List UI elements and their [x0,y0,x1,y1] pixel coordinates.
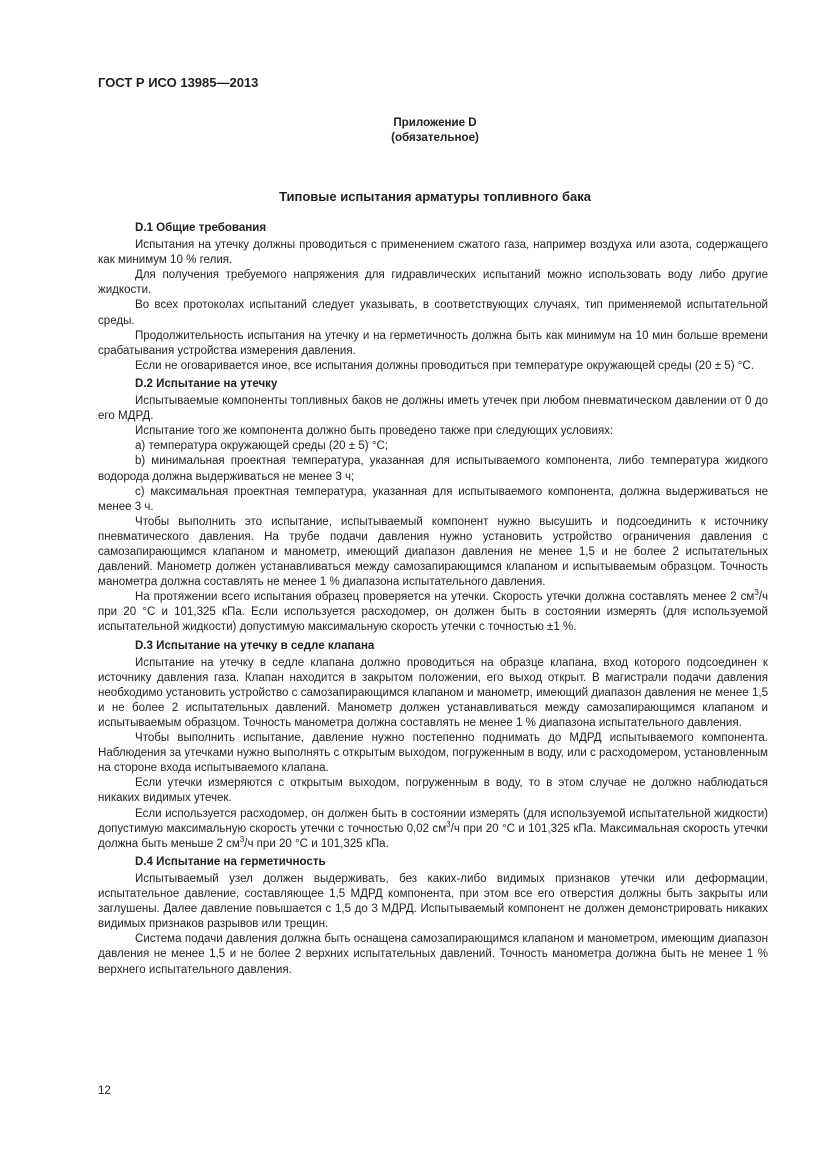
text-run: /ч при 20 °С и 101,325 кПа. Если используется расходомер, он должен быть в состоянии измерять (для используемой испытательной жидкости) допустимую максимальную скорость утечки с точностью ±1 %. [98,591,768,634]
superscript: 3 [754,588,759,598]
page-number: 12 [98,1085,111,1097]
list-item: a) температура окружающей среды (20 ± 5) °С; [135,440,388,453]
section-title-d1: D.1 Общие требования [135,222,267,234]
list-item: c) максимальная проектная температура, указанная для испытываемого компонента, должна выдерживаться не менее 3 ч. [98,485,768,513]
paragraph: Если утечки измеряются с открытым выходом, погруженным в воду, то в этом случае не должно наблюдаться никаких видимых утечек. [98,777,768,805]
paragraph: Для получения требуемого напряжения для гидравлических испытаний можно использовать воду либо другие жидкости. [98,269,768,297]
document-body [98,218,768,978]
text-run: /ч при 20 °С и 101,325 кПа. [244,837,389,850]
paragraph: Испытание на утечку в седле клапана должно проводиться на образце клапана, вход которого подсоединен к источнику давления газа. Клапан находится в закрытом положении, его выход открыт. В магистрали подачи давления необходимо установить устройство с самозапирающимся клапаном и манометр, имеющий диапазон давления не менее 1,5 и не более 2 испытательных давлений. Манометр должен устанавливаться между самозапирающимся клапаном и испытываемым образцом. Точность манометра должна составлять не менее 1 % диапазона испытательного давления. [98,656,768,729]
paragraph: Испытание того же компонента должно быть проведено также при следующих условиях: [135,425,614,438]
text-run: На протяжении всего испытания образец проверяется на утечки. Скорость утечки должна составлять менее 2 см [135,591,755,604]
paragraph: Во всех протоколах испытаний следует указывать, в соответствующих случаях, тип применяемой испытательной среды. [98,299,768,327]
main-title: Типовые испытания арматуры топливного бака [279,189,591,204]
paragraph: Если не оговаривается иное, все испытания должны проводиться при температуре окружающей среды (20 ± 5) °С. [135,359,754,372]
text-run: /ч при 20 °С и 101,325 кПа. Максимальная скорость утечки должна быть меньше 2 см [98,822,769,850]
paragraph: Чтобы выполнить испытание, давление нужно постепенно поднимать до МДРД испытываемого компонента. Наблюдения за утечками нужно выполнять с открытым выходом, погруженным в воду, или с расходомером, установленным на стороне входа испытываемого клапана. [98,732,768,775]
text-run: Если используется расходомер, он должен быть в состоянии измерять (для используемой испытательной жидкости) допустимую максимальную скорость утечки с точностью 0,02 см [98,807,768,835]
paragraph: Испытываемые компоненты топливных баков не должны иметь утечек при любом пневматическом давлении от 0 до его МДРД. [98,395,768,423]
paragraph: Продолжительность испытания на утечку и на герметичность должна быть как минимум на 10 мин больше времени срабатывания устройства измерения давления. [98,329,768,357]
annex-heading [0,115,826,145]
paragraph: Система подачи давления должна быть оснащена самозапирающимся клапаном и манометром, имеющим диапазон давления не менее 1,5 и не более 2 верхних испытательных давлений. Точность манометра должна быть не менее 1 % верхнего испытательного давления. [98,933,768,976]
paragraph: Испытываемый узел должен выдерживать, без каких-либо видимых признаков утечки или деформации, испытательное давление, составляющее 1,5 МДРД компонента, при этом все его отверстия должны быть закрыты или заглушены. Далее давление повышается с 1,5 до 3 МДРД. Испытываемый компонент не должен демонстрировать никаких видимых признаков разрывов или трещин. [98,872,768,931]
annex-title: Приложение D [393,116,477,129]
list-item: b) минимальная проектная температура, указанная для испытываемого компонента, либо температура жидкого водорода должна выдерживаться не менее 3 ч; [98,455,768,483]
superscript: 3 [446,819,451,829]
paragraph-flowmeter [98,807,768,852]
document-code: ГОСТ Р ИСО 13985—2013 [98,75,259,90]
annex-status: (обязательное) [391,131,479,144]
superscript: 3 [239,834,245,844]
paragraph: Испытания на утечку должны проводиться с применением сжатого газа, например воздуха или азота, содержащего как минимум 10 % гелия. [98,239,768,267]
section-title-d4: D.4 Испытание на герметичность [135,855,326,868]
section-title-d2: D.2 Испытание на утечку [135,377,278,390]
section-title-d3: D.3 Испытание на утечку в седле клапана [135,639,375,652]
paragraph-leak-rate [98,590,768,635]
paragraph: Чтобы выполнить это испытание, испытываемый компонент нужно высушить и подсоединить к источнику пневматического давления. На трубе подачи давления нужно установить устройство ограничения давления с самозапирающимся клапаном и манометр, имеющий диапазон давления не менее 1,5 и не более 2 испытательных давлений. Манометр должен устанавливаться между самозапирающимся клапаном и испытываемым образцом. Точность манометра должна составлять не менее 1 % диапазона испытательного давления. [98,515,768,589]
